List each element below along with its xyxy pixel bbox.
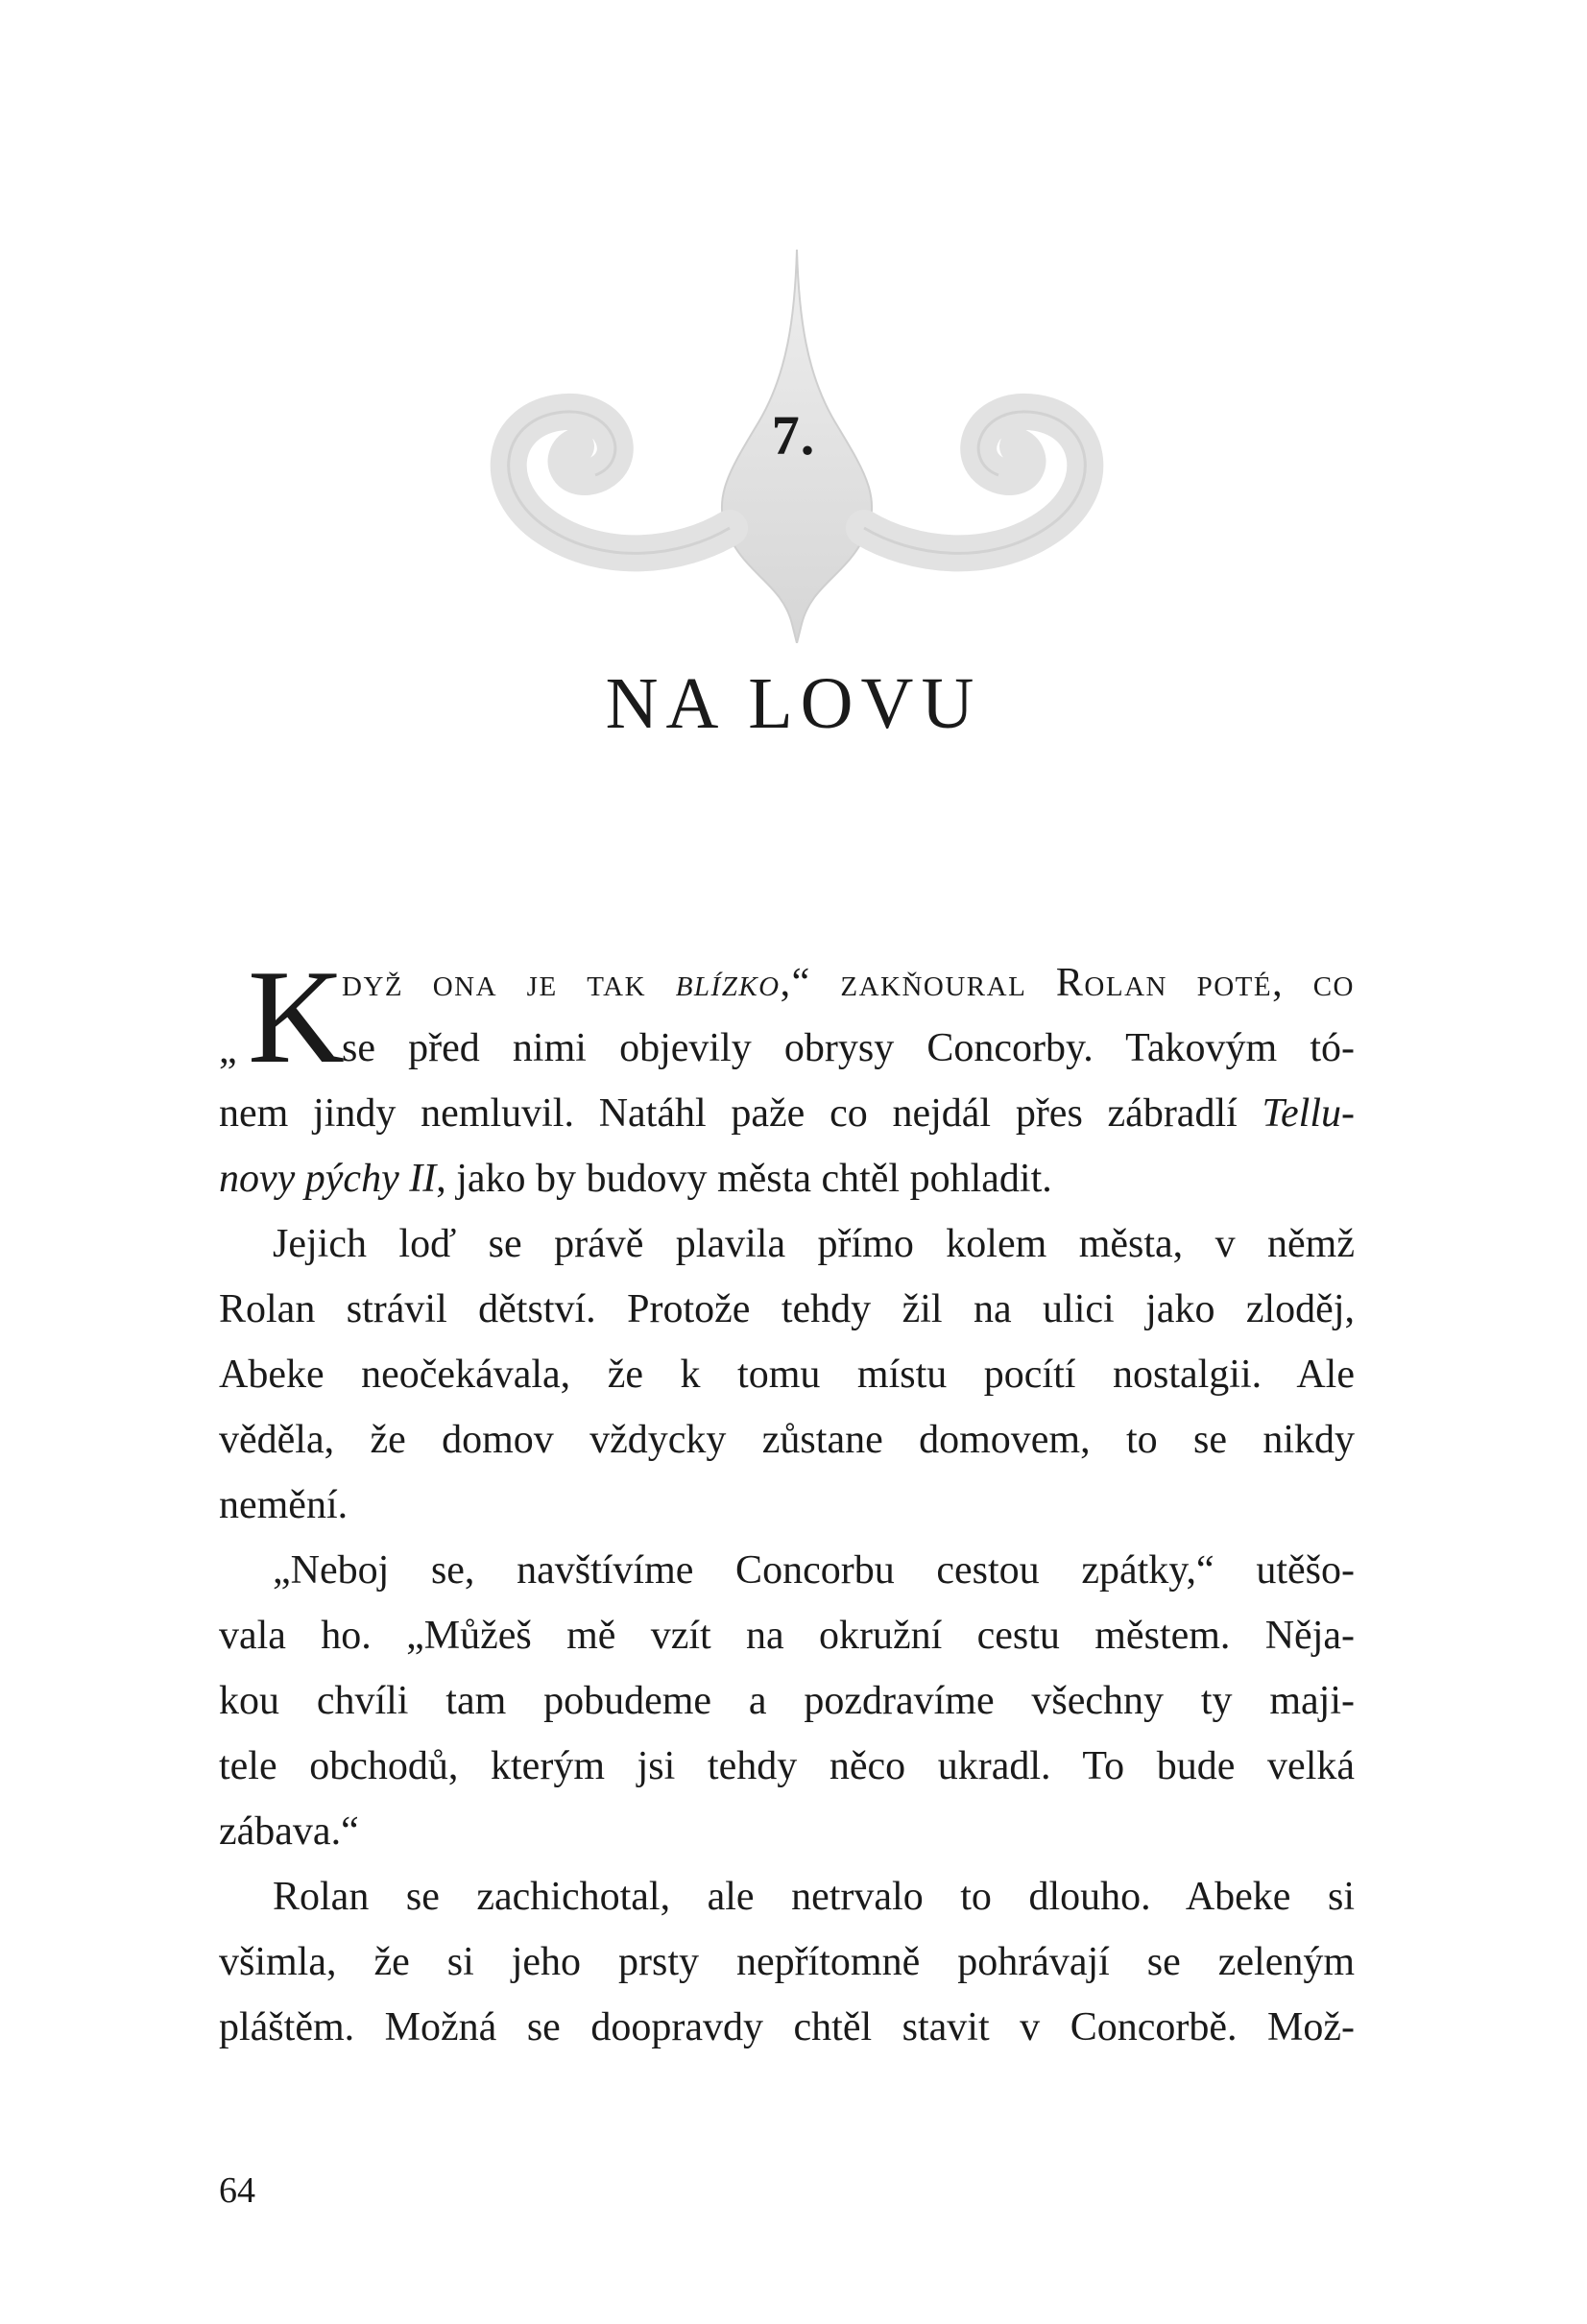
smallcaps-run: dyž ona je tak [342,961,676,1005]
paragraph-line: kou chvíli tam pobudeme a pozdravíme všechny ty maji- [219,1679,1355,1723]
chapter-title: NA LOVU [605,663,982,744]
paragraph-line: Rolan se zachichotal, ale netrvalo to dlouho. Abeke si [273,1875,1355,1919]
body-text [219,943,1355,2060]
page-number: 64 [219,2170,255,2211]
paragraph-line: tele obchodů, kterým jsi tehdy něco ukradl. To bude velká [219,1744,1355,1788]
paragraph-line: nemění. [219,1483,349,1527]
drop-cap: K [248,943,346,1091]
paragraph-line: pláštěm. Možná se doopravdy chtěl stavit v Concorbě. Mož- [219,2005,1355,2049]
paragraph-line: zábava.“ [219,1809,359,1854]
italic-run: blízko [675,961,781,1005]
italic-run: Tellu- [1262,1091,1355,1136]
paragraph-line [219,1081,1355,1146]
paragraph-line [219,950,1355,1016]
paragraph-line: se před nimi objevily obrysy Concorby. Takovým tó- [342,1026,1355,1070]
smallcaps-run: ,“ zakňoural Rolan poté, co [780,961,1355,1005]
drop-quote: „ [219,1028,237,1072]
paragraph-line: vala ho. „Můžeš mě vzít na okružní cestu městem. Něja- [219,1614,1355,1658]
paragraph-line: Abeke neočekávala, že k tomu místu pocítí nostalgii. Ale [219,1353,1355,1397]
chapter-number: 7. [771,404,816,467]
paragraph-line: Jejich loď se právě plavila přímo kolem města, v němž [273,1222,1355,1266]
paragraph-line [219,1146,1355,1211]
text-run: nem jindy nemluvil. Natáhl paže co nejdál přes zábradlí [219,1091,1262,1136]
paragraph-line: všimla, že si jeho prsty nepřítomně pohrávají se zeleným [219,1940,1355,1984]
paragraph-line: „Neboj se, navštívíme Concorbu cestou zpátky,“ utěšo- [273,1548,1355,1593]
paragraph-line: Rolan strávil dětství. Protože tehdy žil na ulici jako zloděj, [219,1287,1355,1331]
text-run: , jako by budovy města chtěl pohladit. [436,1157,1052,1201]
paragraph-line: věděla, že domov vždycky zůstane domovem, to se nikdy [219,1418,1355,1462]
italic-run: novy pýchy II [219,1157,437,1201]
